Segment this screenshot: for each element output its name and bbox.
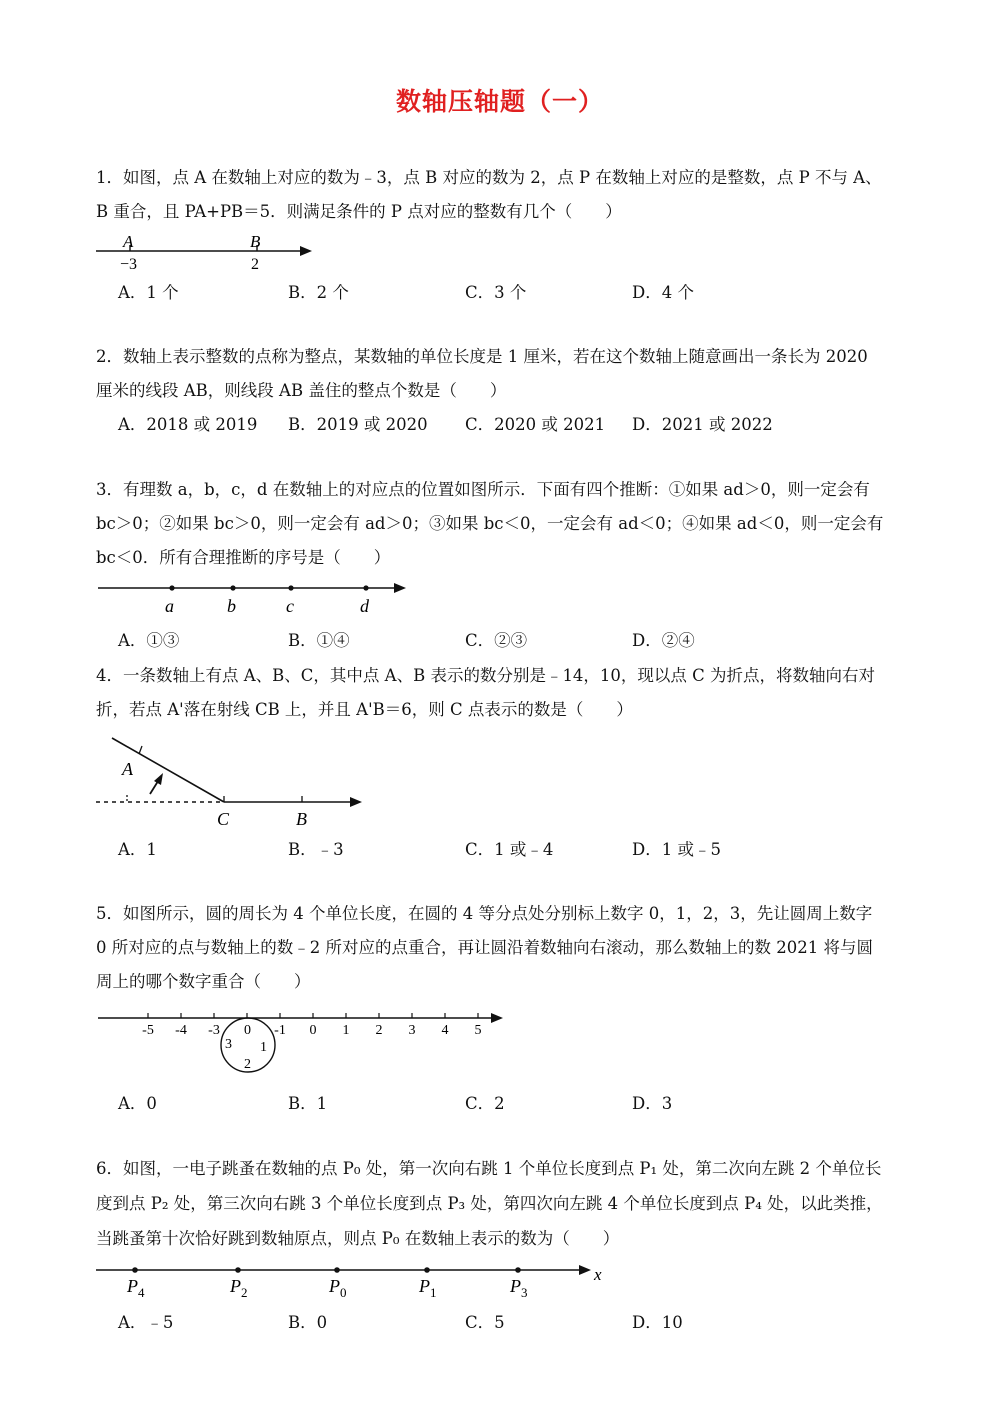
q5-tick-label: -5 (142, 1023, 154, 1038)
q1-option-b: B．2 个 (288, 283, 349, 302)
q3-option-b: B．①④ (288, 631, 350, 650)
q3-point-b (230, 585, 235, 590)
q1-value-b: 2 (251, 256, 259, 273)
q3-point-a (169, 585, 174, 590)
q5-tick-label: 0 (309, 1023, 317, 1038)
q5-tick-label: 4 (441, 1023, 449, 1038)
q4-label-c: C (217, 809, 230, 829)
q3-option-d: D．②④ (632, 631, 695, 650)
q2-text-line1: 2．数轴上表示整数的点称为整点，某数轴的单位长度是 1 厘米，若在这个数轴上随意画出一条长为 2020 (96, 347, 868, 366)
q6-option-b: B．0 (288, 1313, 328, 1332)
q6-point-dot (515, 1267, 521, 1273)
q3-text-line3: bc＜0．所有合理推断的序号是（ ） (96, 548, 391, 567)
q1-text-line1: 1．如图，点 A 在数轴上对应的数为﹣3，点 B 对应的数为 2，点 P 在数轴上对应的是整数，点 P 不与 A、 (96, 168, 882, 187)
q3-option-c: C．②③ (465, 631, 528, 650)
q5-option-d: D．3 (632, 1094, 673, 1113)
q5-tick-label: 2 (375, 1023, 383, 1038)
q2-option-c: C．2020 或 2021 (465, 415, 606, 434)
page-title: 数轴压轴题（一） (395, 87, 604, 116)
q5-circle-right-label: 1 (260, 1040, 267, 1055)
q5-tick-label: 1 (342, 1023, 350, 1038)
q4-text-line2: 折，若点 A'落在射线 CB 上，并且 A'B＝6，则 C 点表示的数是（ ） (96, 700, 633, 719)
q4-option-d: D．1 或﹣5 (632, 840, 721, 859)
q6-point-dot (132, 1267, 138, 1273)
q5-option-c: C．2 (465, 1094, 505, 1113)
q6-point-label: $P_1$ (419, 1276, 437, 1300)
q6-point-label: $P_0$ (329, 1276, 347, 1300)
q3-text-line1: 3．有理数 a，b，c，d 在数轴上的对应点的位置如图所示．下面有四个推断：①如果 ad＞0，则一定会有 (96, 480, 870, 499)
q3-option-a: A．①③ (118, 631, 180, 650)
q5-text-line1: 5．如图所示，圆的周长为 4 个单位长度，在圆的 4 等分点处分别标上数字 0，1，2，3，先让圆周上数字 (96, 904, 873, 923)
q4-text-line1: 4．一条数轴上有点 A、B、C，其中点 A、B 表示的数分别是﹣14，10，现以点 C 为折点，将数轴向右对 (96, 666, 876, 685)
q5-rolling-circle-figure (90, 1004, 520, 1084)
q5-option-b: B．1 (288, 1094, 328, 1113)
q4-option-b: B．﹣3 (288, 840, 344, 859)
q6-point-label: $P_2$ (230, 1276, 248, 1300)
q5-tick-label: 5 (474, 1023, 482, 1038)
q6-option-a: A．﹣5 (118, 1313, 174, 1332)
q1-point-a-label: A (123, 232, 134, 251)
q6-text-line3: 当跳蚤第十次恰好跳到数轴原点，则点 P₀ 在数轴上表示的数为（ ） (96, 1229, 620, 1248)
q2-option-b: B．2019 或 2020 (288, 415, 428, 434)
q2-option-a: A．2018 或 2019 (118, 415, 258, 434)
q1-option-a: A．1 个 (118, 283, 179, 302)
q6-option-d: D．10 (632, 1313, 683, 1332)
q2-option-d: D．2021 或 2022 (632, 415, 773, 434)
q3-label-c: c (286, 596, 294, 616)
q3-number-line-figure (90, 578, 420, 622)
q4-option-a: A．1 (118, 840, 157, 859)
q6-text-line1: 6．如图，一电子跳蚤在数轴的点 P₀ 处，第一次向右跳 1 个单位长度到点 P₁ 处，第二次向左跳 2 个单位长 (96, 1159, 882, 1178)
q5-circle-bottom-label: 2 (244, 1057, 251, 1072)
q6-point-group (126, 1267, 528, 1300)
q6-point-label: $P_4$ (127, 1276, 145, 1300)
q3-text-line2: bc＞0；②如果 bc＞0，则一定会有 ad＞0；③如果 bc＜0，一定会有 ad＜0；④如果 ad＜0，则一定会有 (96, 514, 884, 533)
q6-option-c: C．5 (465, 1313, 505, 1332)
q5-tick-label: -3 (208, 1023, 220, 1038)
q6-point-label: $P_3$ (510, 1276, 528, 1300)
q1-number-line-figure (90, 230, 330, 276)
q3-label-a: a (165, 596, 174, 616)
q6-axis-label: x (594, 1265, 602, 1284)
q5-tick-label: -1 (274, 1023, 286, 1038)
q4-label-a: A (122, 759, 133, 779)
q6-point-dot (424, 1267, 430, 1273)
q3-label-b: b (227, 596, 236, 616)
q6-point-dot (334, 1267, 340, 1273)
q3-point-d (363, 585, 368, 590)
q1-value-a: −3 (120, 256, 138, 273)
q6-number-line-figure (90, 1258, 620, 1306)
q5-tick-label: -4 (175, 1023, 187, 1038)
q5-circle-left-label: 3 (225, 1037, 232, 1052)
q5-option-a: A．0 (118, 1094, 157, 1113)
q4-label-b: B (296, 809, 307, 829)
q1-option-c: C．3 个 (465, 283, 527, 302)
q1-option-d: D．4 个 (632, 283, 694, 302)
q6-point-dot (235, 1267, 241, 1273)
q6-text-line2: 度到点 P₂ 处，第三次向右跳 3 个单位长度到点 P₃ 处，第四次向左跳 4 个单位长度到点 P₄ 处，以此类推， (96, 1194, 883, 1213)
q4-option-c: C．1 或﹣4 (465, 840, 554, 859)
q5-tick-label: 3 (408, 1023, 416, 1038)
q3-point-c (288, 585, 293, 590)
q1-point-b-label: B (250, 232, 261, 251)
q3-label-d: d (360, 596, 369, 616)
q5-text-line3: 周上的哪个数字重合（ ） (96, 972, 311, 991)
q2-text-line2: 厘米的线段 AB，则线段 AB 盖住的整点个数是（ ） (96, 381, 507, 400)
q5-text-line2: 0 所对应的点与数轴上的数﹣2 所对应的点重合，再让圆沿着数轴向右滚动，那么数轴上的数 2021 将与圆 (96, 938, 873, 957)
q1-text-line2: B 重合，且 PA+PB＝5．则满足条件的 P 点对应的整数有几个（ ） (96, 202, 622, 221)
q4-fold-figure (90, 730, 380, 830)
q5-tick-group (142, 1013, 481, 1038)
q5-circle-top-label: 0 (244, 1023, 251, 1038)
